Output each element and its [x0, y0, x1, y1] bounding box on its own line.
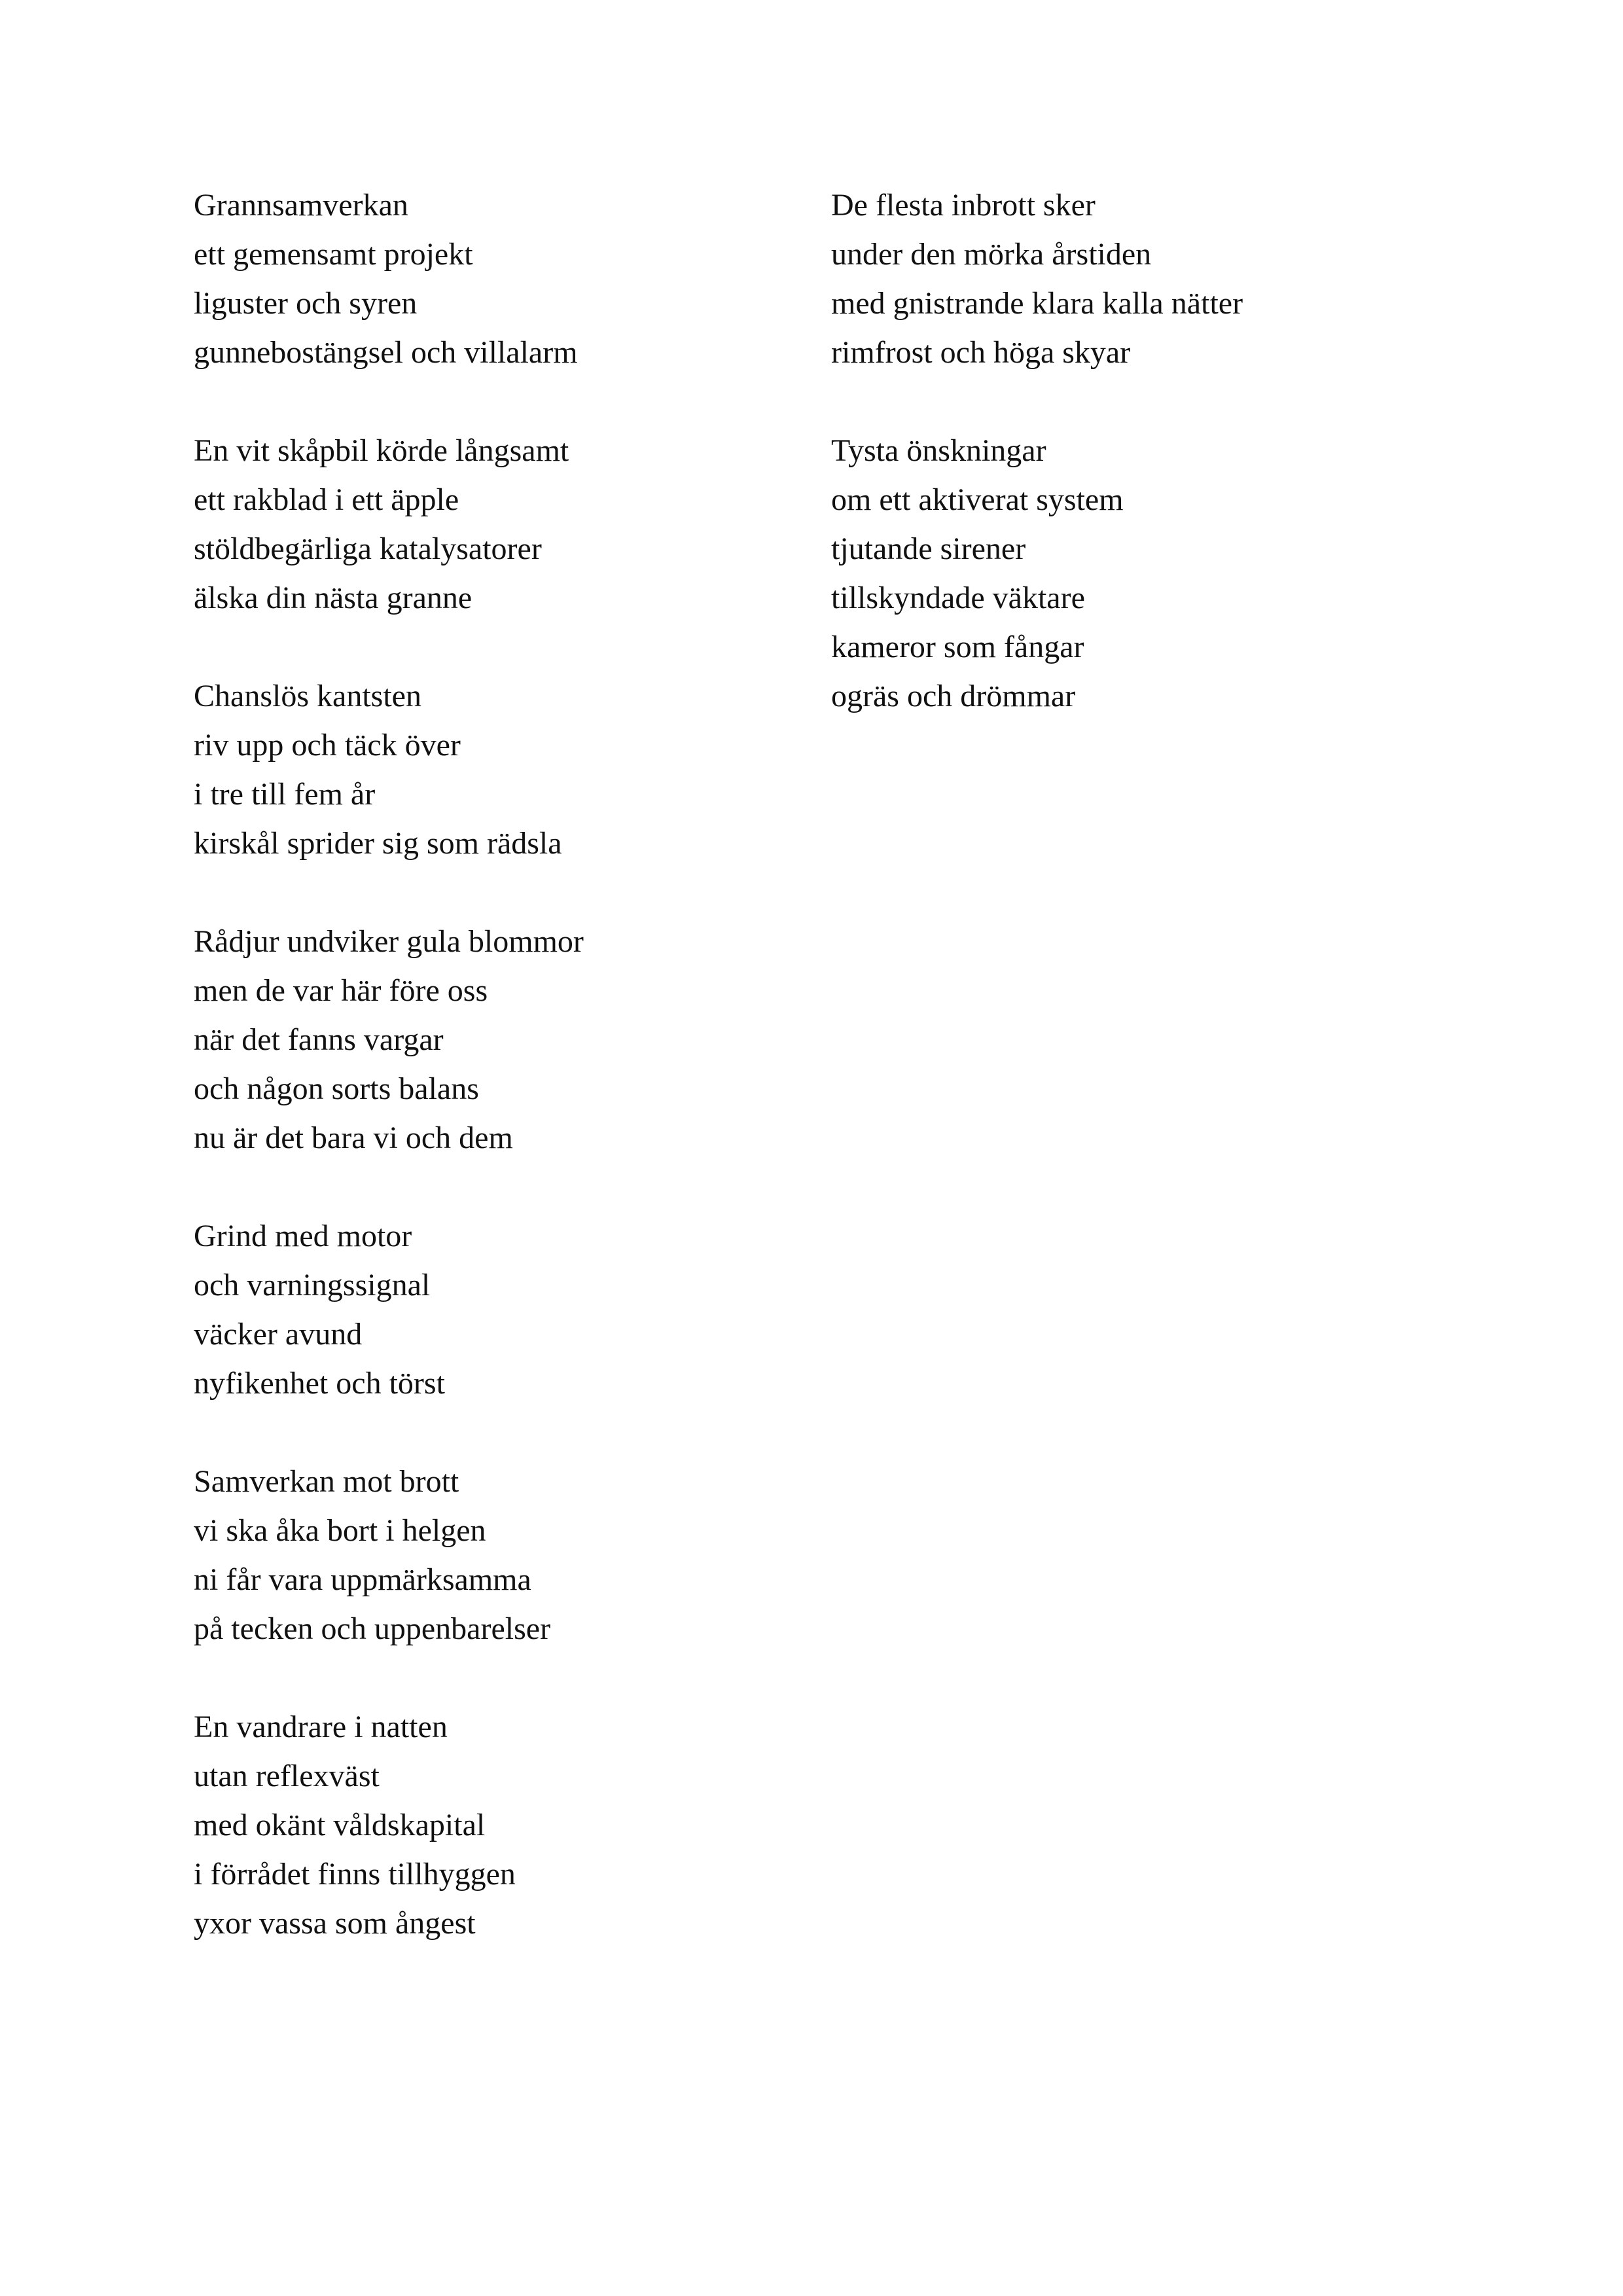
poem-line: vi ska åka bort i helgen: [194, 1513, 486, 1548]
poem-line: rimfrost och höga skyar: [831, 335, 1131, 370]
poem-line: riv upp och täck över: [194, 728, 461, 762]
poem-line: och någon sorts balans: [194, 1071, 479, 1106]
poem-line: Rådjur undviker gula blommor: [194, 924, 584, 959]
poem-line: med okänt våldskapital: [194, 1808, 486, 1842]
poem-right-column: [831, 181, 1420, 770]
poem-line: gunnebostängsel och villalarm: [194, 335, 578, 370]
poem-line: och varningssignal: [194, 1268, 431, 1302]
poem-line: älska din nästa granne: [194, 581, 473, 615]
poem-line: yxor vassa som ångest: [194, 1906, 476, 1941]
poem-line: tjutande sirener: [831, 531, 1026, 566]
stanza: [194, 1211, 783, 1408]
poem-line: ett gemensamt projekt: [194, 237, 473, 272]
poem-line: ett rakblad i ett äpple: [194, 482, 459, 517]
poem-line: med gnistrande klara kalla nätter: [831, 286, 1243, 321]
poem-line: nyfikenhet och törst: [194, 1366, 445, 1401]
poem-left-column: [194, 181, 783, 1997]
poem-line: De flesta inbrott sker: [831, 188, 1096, 223]
poem-line: tillskyndade väktare: [831, 581, 1085, 615]
stanza: [194, 181, 783, 377]
poem-line: när det fanns vargar: [194, 1022, 444, 1057]
poem-line: stöldbegärliga katalysatorer: [194, 531, 542, 566]
poem-line: ni får vara uppmärksamma: [194, 1562, 531, 1597]
stanza: [194, 672, 783, 868]
poem-line: i förrådet finns tillhyggen: [194, 1857, 516, 1892]
poem-line: väcker avund: [194, 1317, 363, 1352]
poem-line: Grannsamverkan: [194, 188, 408, 223]
poem-line: Grind med motor: [194, 1219, 412, 1253]
poem-line: liguster och syren: [194, 286, 418, 321]
poem-line: kirskål sprider sig som rädsla: [194, 826, 562, 861]
stanza: [831, 426, 1420, 721]
stanza: [831, 181, 1420, 377]
poem-line: Chanslös kantsten: [194, 679, 421, 713]
poem-line: Tysta önskningar: [831, 433, 1046, 468]
poem-line: Samverkan mot brott: [194, 1464, 459, 1499]
poem-line: på tecken och uppenbarelser: [194, 1611, 551, 1646]
poem-line: utan reflexväst: [194, 1759, 380, 1793]
stanza: [194, 426, 783, 622]
poem-line: men de var här före oss: [194, 973, 488, 1008]
stanza: [194, 1457, 783, 1653]
poem-line: kameror som fångar: [831, 630, 1084, 664]
stanza: [194, 1702, 783, 1948]
poem-line: En vit skåpbil körde långsamt: [194, 433, 569, 468]
poem-line: om ett aktiverat system: [831, 482, 1124, 517]
poem-line: En vandrare i natten: [194, 1710, 448, 1744]
poem-line: i tre till fem år: [194, 777, 376, 812]
poem-line: under den mörka årstiden: [831, 237, 1152, 272]
stanza: [194, 917, 783, 1162]
poem-line: ogräs och drömmar: [831, 679, 1076, 713]
poem-line: nu är det bara vi och dem: [194, 1121, 513, 1155]
